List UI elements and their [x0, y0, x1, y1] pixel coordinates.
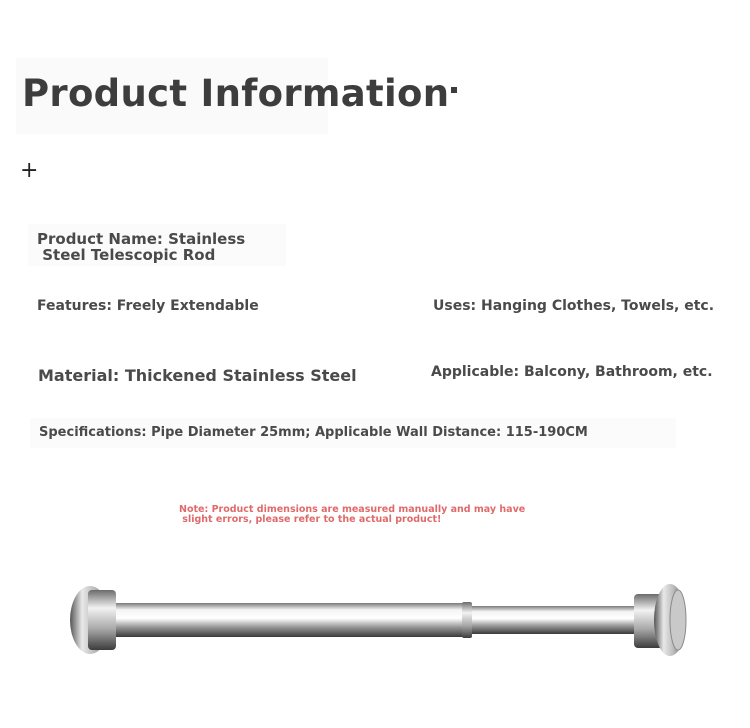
plus-icon: + [20, 158, 39, 183]
disclaimer-note [179, 505, 525, 525]
features-text: Features: Freely Extendable [37, 298, 259, 314]
telescopic-rod-image [66, 576, 690, 666]
left-collar [88, 590, 116, 650]
product-name-line2: Steel Telescopic Rod [37, 246, 216, 264]
product-name [37, 231, 245, 263]
rod-illustration [66, 576, 690, 666]
inner-tube [466, 606, 646, 634]
page-title-text: Product Information [22, 72, 450, 115]
note-line1: Note: Product dimensions are measured manually and may have [179, 504, 526, 515]
material-text: Material: Thickened Stainless Steel [38, 366, 357, 385]
outer-tube [110, 603, 470, 637]
page-title [22, 72, 457, 115]
specifications-text: Specifications: Pipe Diameter 25mm; Applicable Wall Distance: 115-190CM [39, 425, 588, 440]
tube-joint [462, 602, 472, 638]
title-dot [451, 87, 457, 93]
uses-text: Uses: Hanging Clothes, Towels, etc. [433, 298, 715, 314]
right-end-pad [670, 590, 686, 650]
applicable-text: Applicable: Balcony, Bathroom, etc. [431, 364, 713, 380]
note-line2: slight errors, please refer to the actual product! [179, 514, 442, 525]
product-name-line1: Product Name: Stainless [37, 230, 246, 248]
